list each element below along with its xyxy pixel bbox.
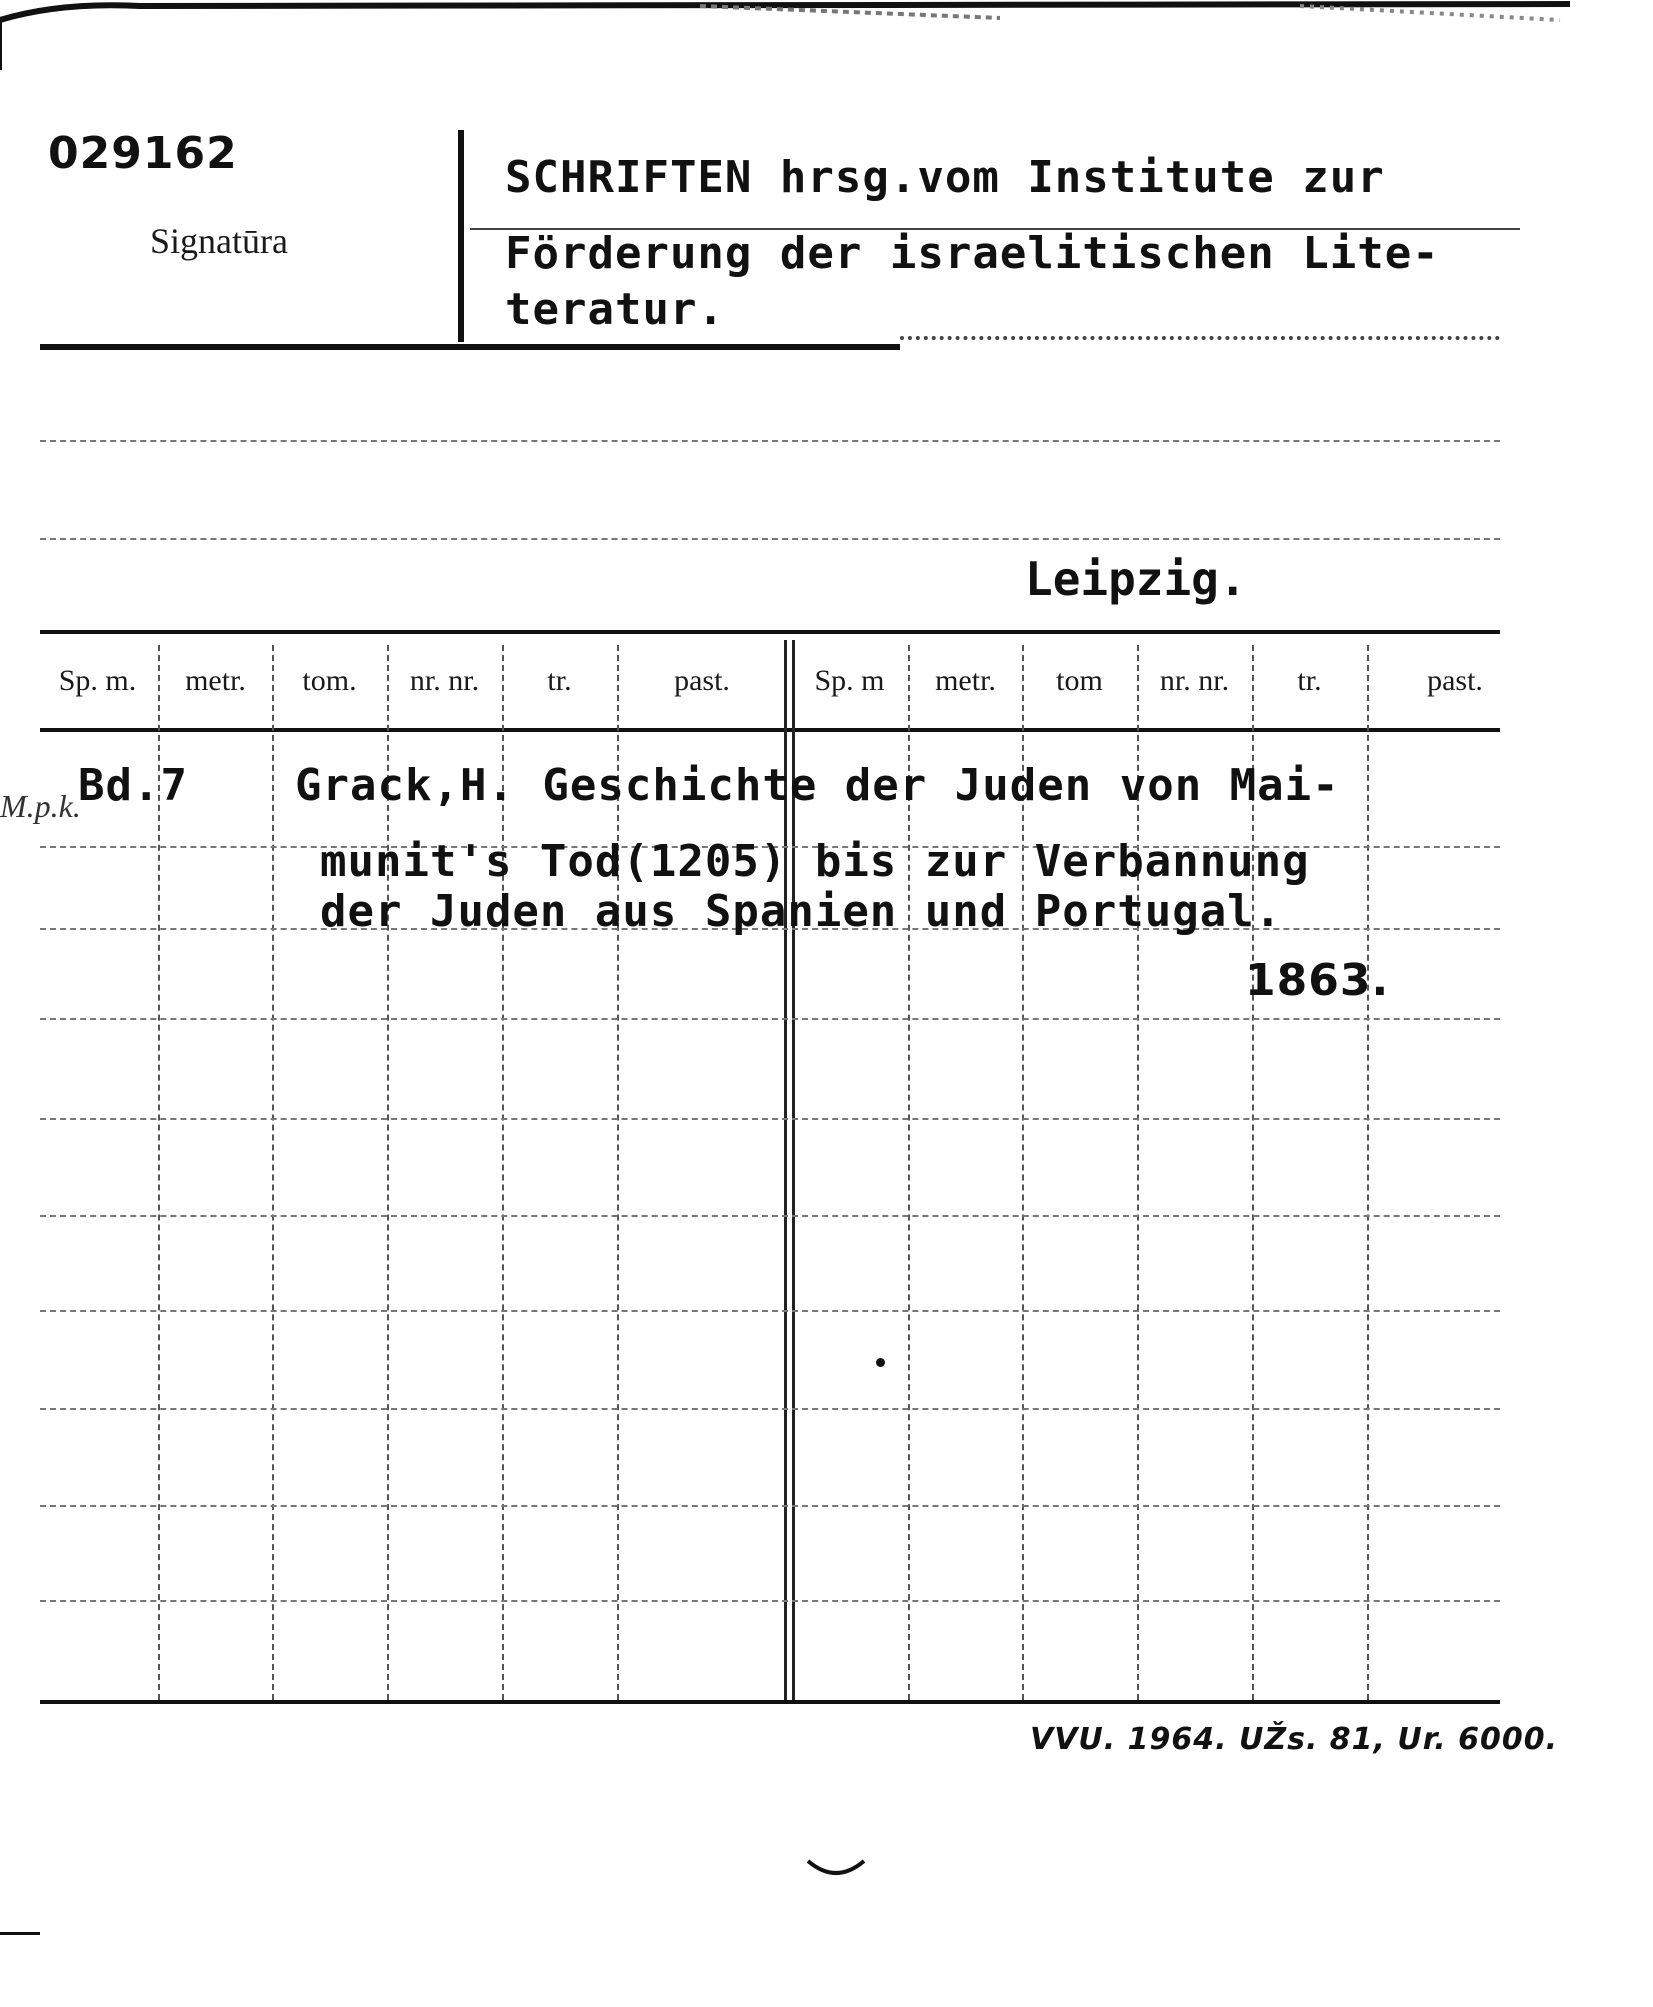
row-line: [40, 1408, 1500, 1410]
scan-edge-artifact: [0, 0, 1570, 70]
col-header-nr-nr: nr. nr.: [409, 664, 480, 697]
col-header-tr-2: tr.: [1297, 664, 1322, 697]
table-bottom-rule: [40, 1700, 1500, 1704]
accession-note: VVU. 1964. UŽs. 81, Ur. 6000.: [1030, 1722, 1558, 1757]
header-rule-tail: [900, 336, 1500, 340]
series-title-line-1: SCHRIFTEN hrsg.vom Institute zur: [505, 152, 1385, 203]
blank-line-1: [40, 440, 1500, 442]
header-divider: [458, 130, 464, 342]
entry-line-1: Grack,H. Geschichte der Juden von Mai-: [295, 760, 1340, 811]
row-line: [40, 1505, 1500, 1507]
row-line: [40, 1310, 1500, 1312]
col-header-tr: tr.: [547, 664, 572, 697]
col-line: [272, 645, 274, 1700]
col-header-past: past.: [674, 664, 730, 697]
table-top-rule: [40, 630, 1500, 634]
entry-line-3: der Juden aus Spanien und Portugal.: [320, 886, 1283, 937]
row-line: [40, 1215, 1500, 1217]
blank-line-2: [40, 538, 1500, 540]
col-header-tom: tom.: [302, 664, 357, 697]
col-header-metr: metr.: [185, 664, 246, 697]
place-of-publication: Leipzig.: [1025, 552, 1247, 606]
signature-label: Signatūra: [150, 221, 288, 261]
col-header-metr-2: metr.: [935, 664, 996, 697]
col-header-past-2: past.: [1427, 664, 1483, 697]
col-header-sp-m: Sp. m.: [58, 664, 137, 697]
row-line: [40, 1118, 1500, 1120]
publication-year: 1863.: [1245, 955, 1390, 1006]
col-header-nr-nr-2: nr. nr.: [1159, 664, 1230, 697]
entry-line-2: munit's Tod(1205) bis zur Verbannung: [320, 836, 1310, 887]
scan-dot: [876, 1358, 885, 1367]
volume-number: Bd.7: [78, 760, 188, 811]
series-title-line-3: teratur.: [505, 284, 725, 335]
col-line: [1367, 645, 1369, 1700]
row-line: [40, 1600, 1500, 1602]
scan-mark: [806, 1855, 866, 1883]
table-header-rule: [40, 728, 1500, 732]
col-header-sp-m-2: Sp. m: [814, 664, 885, 697]
col-header-tom-2: tom: [1056, 664, 1103, 697]
margin-note: M.p.k.: [0, 788, 81, 824]
series-title-line-2: Förderung der israelitischen Lite-: [505, 228, 1440, 279]
header-rule: [40, 344, 900, 350]
scan-mark: [0, 1932, 40, 1935]
row-line: [40, 1018, 1500, 1020]
call-number: 029162: [48, 128, 238, 179]
